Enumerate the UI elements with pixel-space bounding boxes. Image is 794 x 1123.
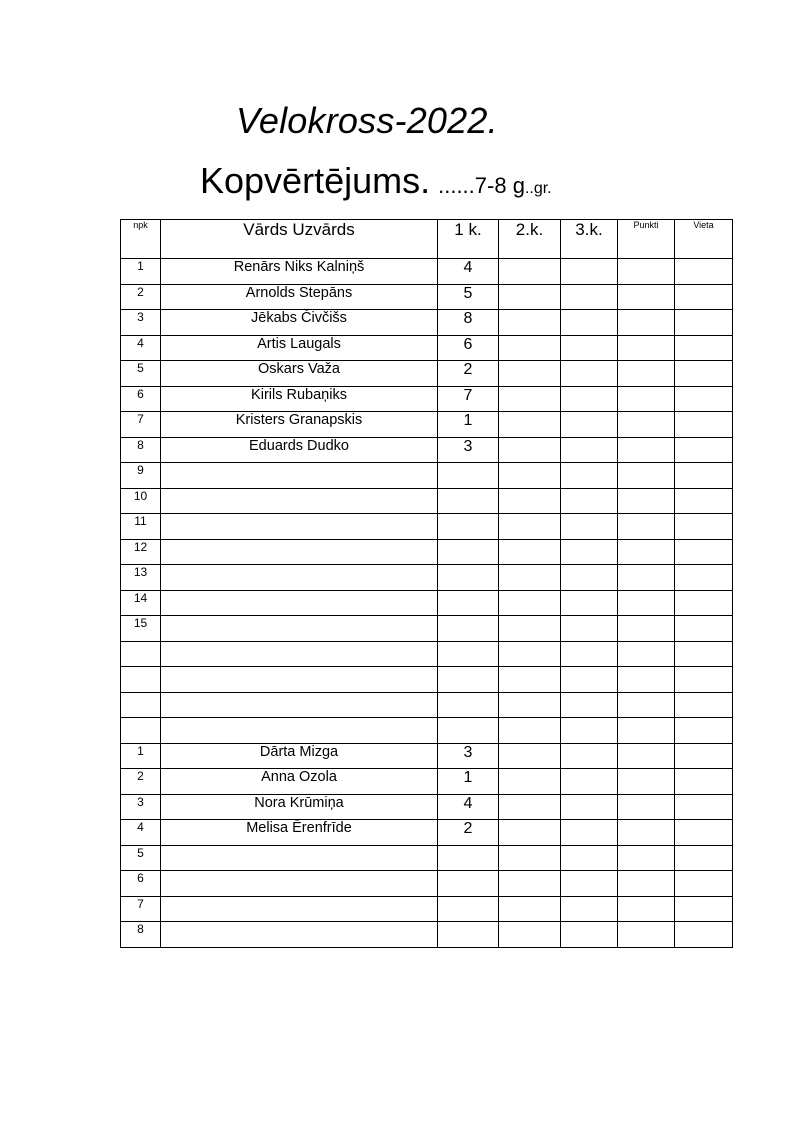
cell-round-3	[561, 616, 618, 642]
cell-place	[675, 514, 733, 540]
cell-npk: 14	[121, 590, 161, 616]
cell-name	[161, 641, 438, 667]
cell-round-1	[438, 616, 499, 642]
cell-round-2	[499, 641, 561, 667]
table-row	[121, 896, 733, 922]
cell-round-1	[438, 667, 499, 693]
cell-round-3	[561, 590, 618, 616]
cell-round-1: 2	[438, 361, 499, 387]
header-points: Punkti	[618, 220, 675, 259]
cell-points	[618, 386, 675, 412]
cell-place	[675, 463, 733, 489]
cell-place	[675, 284, 733, 310]
cell-round-1: 3	[438, 743, 499, 769]
cell-round-1	[438, 565, 499, 591]
cell-npk: 4	[121, 820, 161, 846]
cell-place	[675, 412, 733, 438]
cell-round-2	[499, 514, 561, 540]
cell-round-1	[438, 539, 499, 565]
cell-points	[618, 616, 675, 642]
cell-points	[618, 310, 675, 336]
table-row	[121, 641, 733, 667]
cell-name	[161, 539, 438, 565]
cell-points	[618, 692, 675, 718]
cell-round-3	[561, 284, 618, 310]
cell-npk: 5	[121, 845, 161, 871]
table-row	[121, 514, 733, 540]
results-table	[120, 219, 733, 948]
cell-round-2	[499, 310, 561, 336]
cell-round-2	[499, 539, 561, 565]
cell-points	[618, 743, 675, 769]
table-row	[121, 335, 733, 361]
cell-npk	[121, 718, 161, 744]
header-round-1: 1 k.	[438, 220, 499, 259]
cell-points	[618, 463, 675, 489]
cell-round-2	[499, 335, 561, 361]
cell-name: Renārs Niks Kalniņš	[161, 259, 438, 285]
cell-npk: 3	[121, 310, 161, 336]
cell-npk	[121, 641, 161, 667]
cell-round-3	[561, 514, 618, 540]
cell-place	[675, 794, 733, 820]
cell-place	[675, 310, 733, 336]
cell-round-3	[561, 386, 618, 412]
cell-points	[618, 794, 675, 820]
cell-round-1: 2	[438, 820, 499, 846]
cell-round-1	[438, 922, 499, 948]
cell-round-3	[561, 310, 618, 336]
cell-place	[675, 590, 733, 616]
cell-points	[618, 896, 675, 922]
cell-place	[675, 820, 733, 846]
cell-round-1: 7	[438, 386, 499, 412]
cell-name: Nora Krūmiņa	[161, 794, 438, 820]
cell-name	[161, 922, 438, 948]
cell-npk: 2	[121, 284, 161, 310]
cell-round-2	[499, 667, 561, 693]
cell-name: Anna Ozola	[161, 769, 438, 795]
table-row	[121, 922, 733, 948]
cell-round-3	[561, 565, 618, 591]
cell-points	[618, 488, 675, 514]
cell-npk: 15	[121, 616, 161, 642]
cell-round-1: 3	[438, 437, 499, 463]
cell-round-2	[499, 871, 561, 897]
cell-round-1	[438, 641, 499, 667]
cell-points	[618, 514, 675, 540]
header-round-2: 2.k.	[499, 220, 561, 259]
cell-name	[161, 896, 438, 922]
cell-npk	[121, 667, 161, 693]
cell-place	[675, 718, 733, 744]
table-row	[121, 794, 733, 820]
cell-round-1	[438, 692, 499, 718]
cell-points	[618, 641, 675, 667]
cell-round-3	[561, 871, 618, 897]
cell-round-1	[438, 896, 499, 922]
cell-round-1	[438, 514, 499, 540]
table-row	[121, 310, 733, 336]
cell-name: Kirils Rubaņiks	[161, 386, 438, 412]
cell-place	[675, 565, 733, 591]
cell-points	[618, 590, 675, 616]
cell-round-1	[438, 488, 499, 514]
cell-npk: 8	[121, 922, 161, 948]
table-row	[121, 463, 733, 489]
cell-npk: 1	[121, 259, 161, 285]
table-row	[121, 259, 733, 285]
cell-round-2	[499, 845, 561, 871]
cell-points	[618, 820, 675, 846]
cell-round-1: 4	[438, 259, 499, 285]
cell-name	[161, 463, 438, 489]
cell-round-2	[499, 463, 561, 489]
table-row	[121, 361, 733, 387]
cell-npk: 10	[121, 488, 161, 514]
cell-round-2	[499, 284, 561, 310]
cell-points	[618, 284, 675, 310]
table-row	[121, 769, 733, 795]
header-name: Vārds Uzvārds	[161, 220, 438, 259]
cell-round-1	[438, 718, 499, 744]
cell-name: Kristers Granapskis	[161, 412, 438, 438]
cell-place	[675, 488, 733, 514]
cell-round-2	[499, 590, 561, 616]
cell-name	[161, 667, 438, 693]
table-row	[121, 616, 733, 642]
cell-points	[618, 845, 675, 871]
cell-round-2	[499, 794, 561, 820]
cell-name	[161, 488, 438, 514]
cell-npk: 6	[121, 386, 161, 412]
cell-points	[618, 437, 675, 463]
cell-round-1	[438, 590, 499, 616]
cell-round-3	[561, 692, 618, 718]
cell-npk: 1	[121, 743, 161, 769]
cell-name: Dārta Mizga	[161, 743, 438, 769]
cell-round-1: 8	[438, 310, 499, 336]
cell-npk: 7	[121, 896, 161, 922]
cell-round-2	[499, 386, 561, 412]
cell-round-3	[561, 794, 618, 820]
cell-place	[675, 692, 733, 718]
cell-round-2	[499, 718, 561, 744]
table-header-row	[121, 220, 733, 259]
table-row	[121, 412, 733, 438]
cell-round-2	[499, 488, 561, 514]
cell-round-2	[499, 769, 561, 795]
cell-npk: 6	[121, 871, 161, 897]
cell-round-3	[561, 335, 618, 361]
cell-name: Jēkabs Čivčišs	[161, 310, 438, 336]
cell-place	[675, 871, 733, 897]
cell-round-1: 4	[438, 794, 499, 820]
subtitle-group	[438, 173, 552, 198]
cell-npk: 12	[121, 539, 161, 565]
cell-name: Eduards Dudko	[161, 437, 438, 463]
cell-round-1: 6	[438, 335, 499, 361]
cell-round-2	[499, 820, 561, 846]
cell-npk: 4	[121, 335, 161, 361]
cell-place	[675, 437, 733, 463]
subtitle-main: Kopvērtējums.	[200, 160, 431, 201]
cell-round-3	[561, 896, 618, 922]
cell-points	[618, 718, 675, 744]
cell-npk	[121, 692, 161, 718]
cell-name	[161, 871, 438, 897]
header-round-3: 3.k.	[561, 220, 618, 259]
cell-place	[675, 743, 733, 769]
cell-round-2	[499, 616, 561, 642]
cell-place	[675, 845, 733, 871]
cell-npk: 13	[121, 565, 161, 591]
cell-round-2	[499, 896, 561, 922]
cell-place	[675, 667, 733, 693]
cell-place	[675, 922, 733, 948]
cell-name: Melisa Ērenfrīde	[161, 820, 438, 846]
cell-points	[618, 769, 675, 795]
cell-npk: 3	[121, 794, 161, 820]
table-row	[121, 539, 733, 565]
cell-round-1: 5	[438, 284, 499, 310]
cell-name	[161, 845, 438, 871]
cell-name	[161, 616, 438, 642]
table-row	[121, 743, 733, 769]
cell-place	[675, 769, 733, 795]
cell-round-3	[561, 820, 618, 846]
cell-round-1	[438, 845, 499, 871]
document-subtitle	[200, 160, 552, 202]
cell-name: Arnolds Stepāns	[161, 284, 438, 310]
cell-place	[675, 539, 733, 565]
header-npk: npk	[121, 220, 161, 259]
cell-round-3	[561, 845, 618, 871]
cell-name: Oskars Važa	[161, 361, 438, 387]
cell-place	[675, 616, 733, 642]
cell-place	[675, 896, 733, 922]
table-row	[121, 718, 733, 744]
cell-points	[618, 871, 675, 897]
table-row	[121, 488, 733, 514]
cell-npk: 5	[121, 361, 161, 387]
cell-npk: 11	[121, 514, 161, 540]
cell-place	[675, 335, 733, 361]
cell-npk: 9	[121, 463, 161, 489]
cell-round-2	[499, 565, 561, 591]
table-row	[121, 845, 733, 871]
cell-points	[618, 539, 675, 565]
header-place: Vieta	[675, 220, 733, 259]
cell-round-3	[561, 361, 618, 387]
cell-name	[161, 692, 438, 718]
cell-points	[618, 565, 675, 591]
cell-name	[161, 565, 438, 591]
table-row	[121, 667, 733, 693]
cell-name	[161, 718, 438, 744]
cell-round-2	[499, 922, 561, 948]
cell-round-3	[561, 539, 618, 565]
cell-round-3	[561, 667, 618, 693]
cell-place	[675, 361, 733, 387]
document-title: Velokross-2022.	[236, 100, 498, 141]
subtitle-group-suffix: ..gr.	[524, 180, 552, 197]
cell-place	[675, 259, 733, 285]
cell-round-3	[561, 769, 618, 795]
cell-round-3	[561, 743, 618, 769]
cell-points	[618, 667, 675, 693]
cell-round-3	[561, 718, 618, 744]
cell-points	[618, 259, 675, 285]
cell-round-3	[561, 641, 618, 667]
cell-round-2	[499, 259, 561, 285]
cell-place	[675, 641, 733, 667]
cell-round-3	[561, 488, 618, 514]
cell-name	[161, 590, 438, 616]
cell-round-3	[561, 922, 618, 948]
subtitle-group-prefix: ......7-8 g	[438, 173, 525, 198]
cell-points	[618, 335, 675, 361]
cell-round-2	[499, 692, 561, 718]
table-row	[121, 565, 733, 591]
cell-name	[161, 514, 438, 540]
table-body	[121, 259, 733, 948]
cell-points	[618, 412, 675, 438]
cell-round-3	[561, 437, 618, 463]
cell-round-1: 1	[438, 412, 499, 438]
cell-round-1	[438, 871, 499, 897]
cell-round-2	[499, 412, 561, 438]
cell-round-2	[499, 437, 561, 463]
cell-round-3	[561, 412, 618, 438]
cell-points	[618, 922, 675, 948]
table-row	[121, 386, 733, 412]
cell-round-2	[499, 743, 561, 769]
cell-place	[675, 386, 733, 412]
cell-npk: 7	[121, 412, 161, 438]
table-row	[121, 871, 733, 897]
table-row	[121, 820, 733, 846]
cell-round-2	[499, 361, 561, 387]
cell-round-3	[561, 259, 618, 285]
cell-name: Artis Laugals	[161, 335, 438, 361]
cell-points	[618, 361, 675, 387]
cell-round-1	[438, 463, 499, 489]
cell-npk: 2	[121, 769, 161, 795]
table-row	[121, 437, 733, 463]
table-row	[121, 692, 733, 718]
table-row	[121, 590, 733, 616]
cell-round-1: 1	[438, 769, 499, 795]
cell-npk: 8	[121, 437, 161, 463]
cell-round-3	[561, 463, 618, 489]
table-row	[121, 284, 733, 310]
